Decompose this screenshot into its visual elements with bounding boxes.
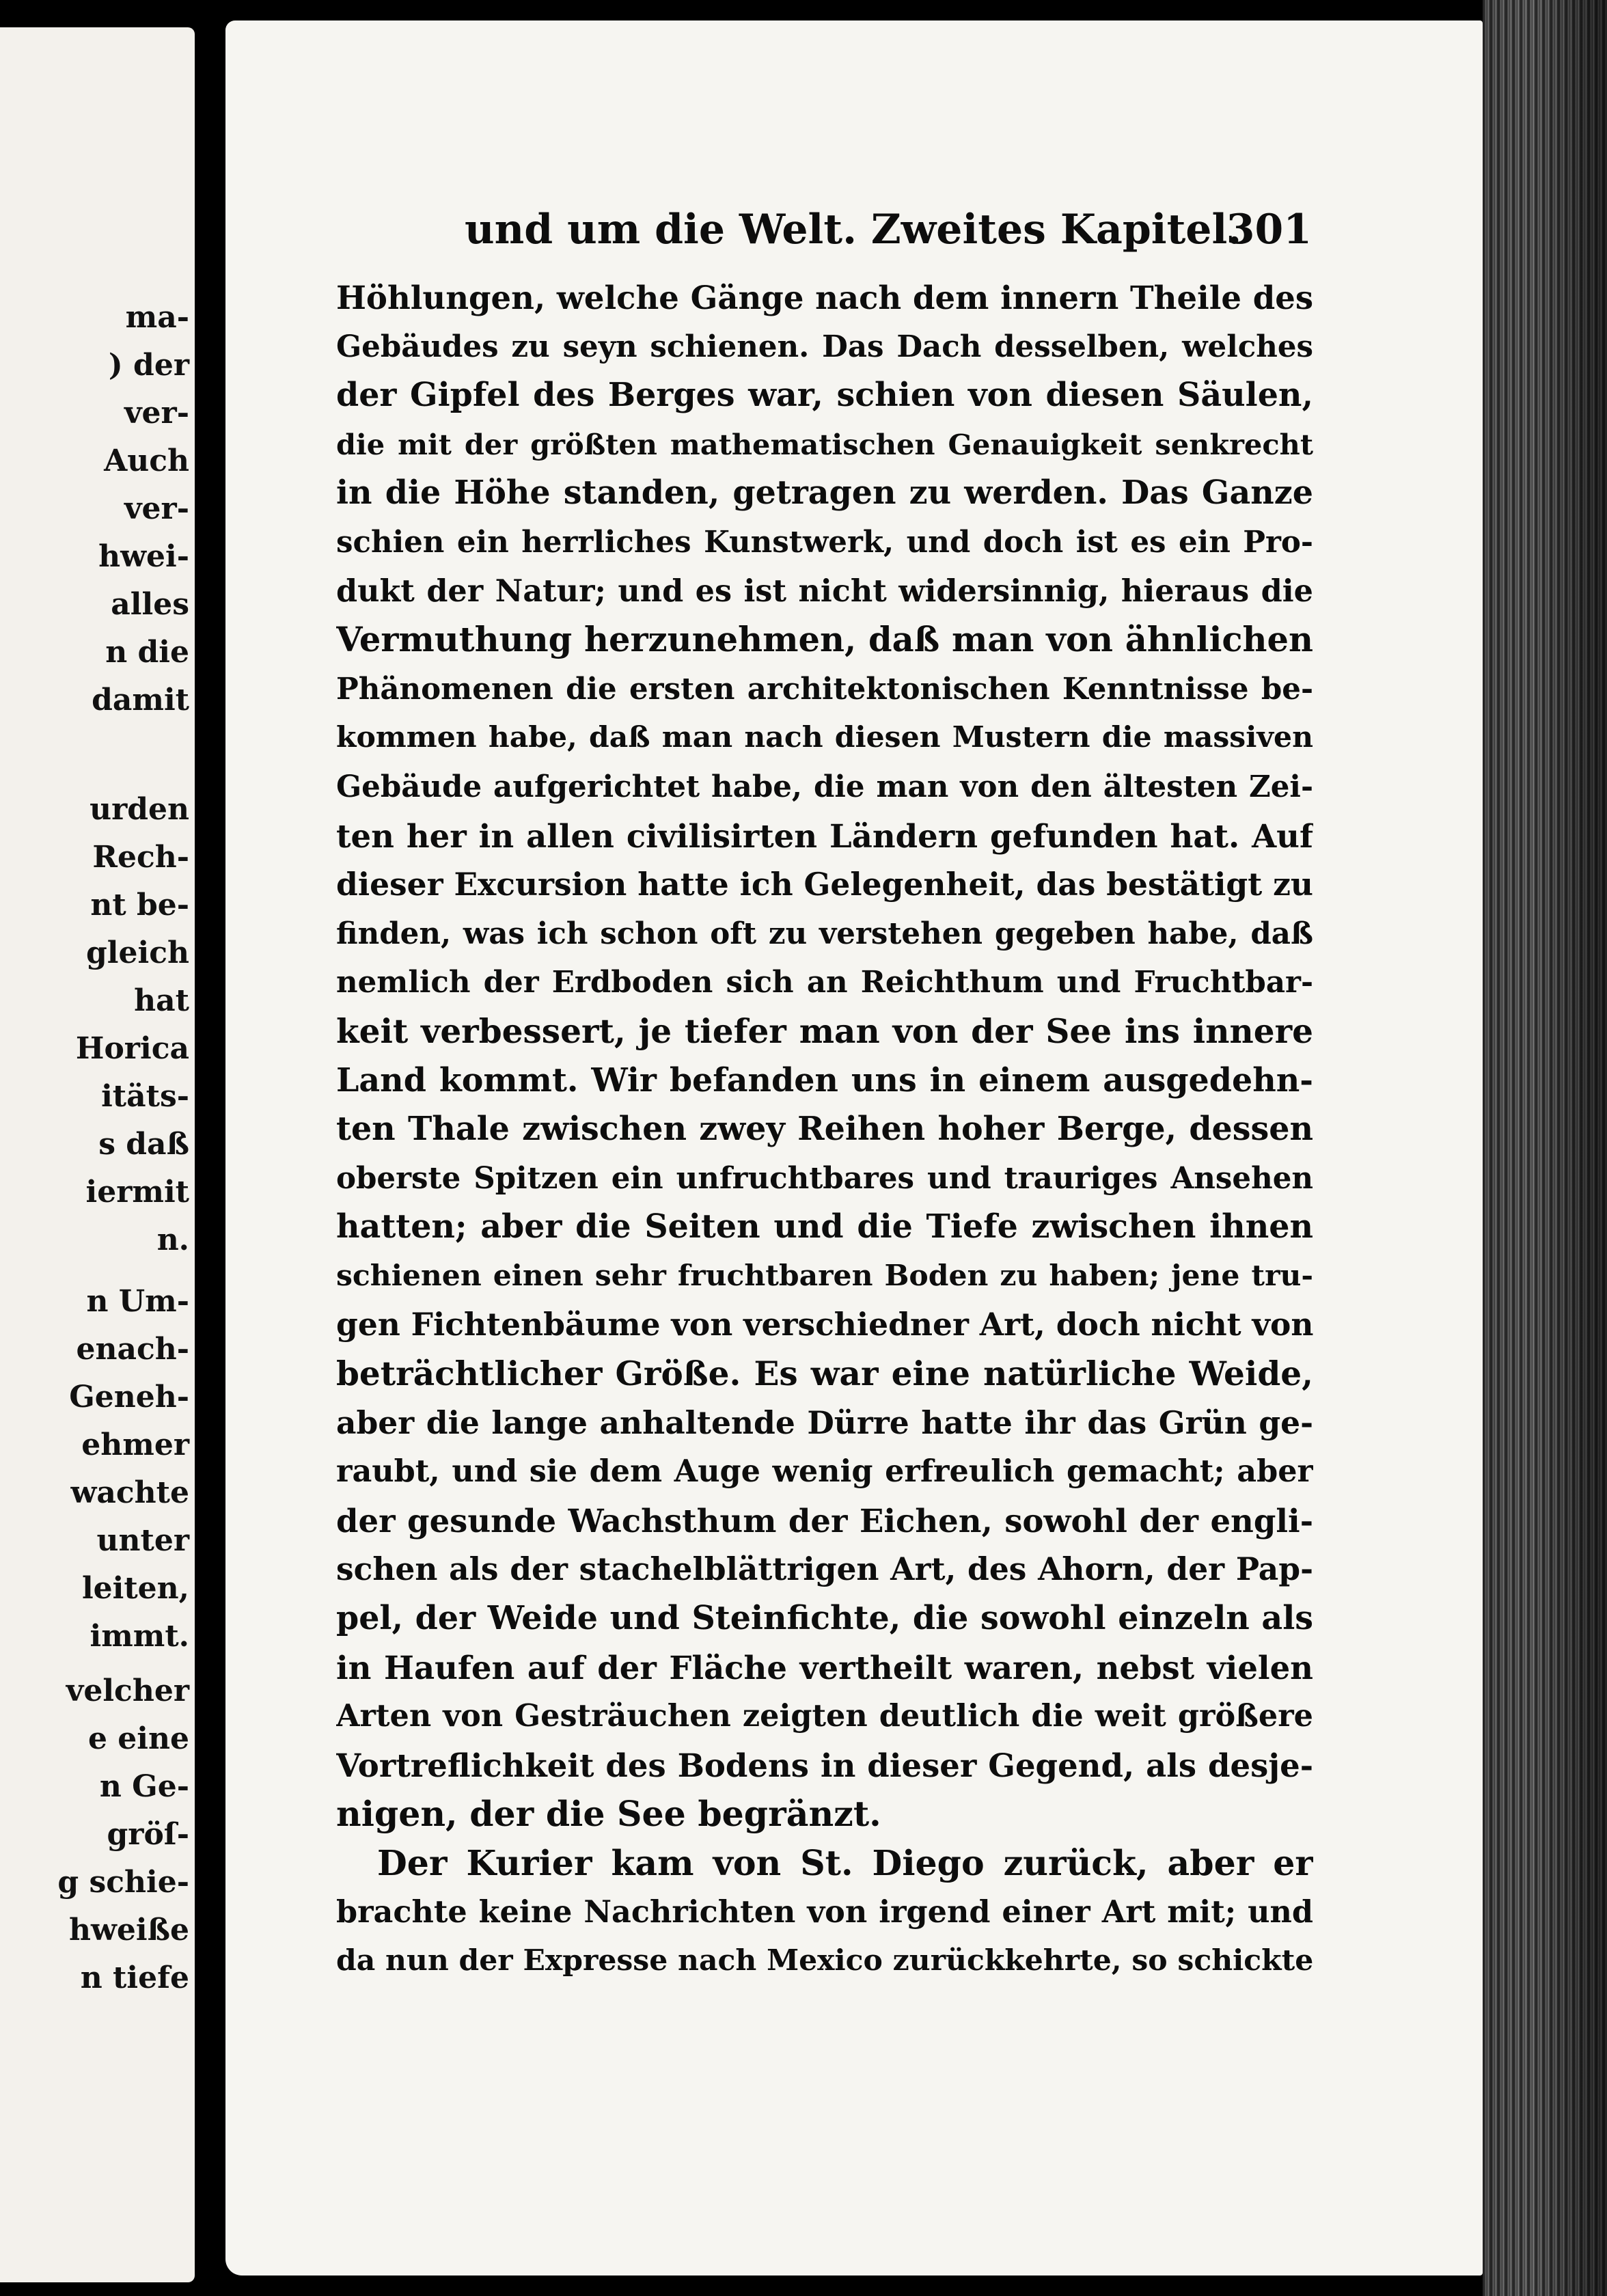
left-page-fragment: iermit bbox=[85, 1175, 189, 1210]
text-line: Höhlungen, welche Gänge nach dem innern Theile des bbox=[336, 279, 1313, 316]
left-page-fragment: enach- bbox=[76, 1332, 189, 1367]
left-page-fragment: hat bbox=[134, 983, 189, 1018]
text-line: Vortreflichkeit des Bodens in dieser Gegend, als desje- bbox=[336, 1746, 1313, 1784]
left-page-fragment: ma- bbox=[125, 300, 189, 335]
left-page-fragment: Auch bbox=[104, 443, 189, 478]
left-page-fragment: hweiße bbox=[69, 1913, 189, 1948]
running-head-title: und um die Welt. Zweites Kapitel. bbox=[465, 206, 1242, 254]
text-line: finden, was ich schon oft zu verstehen gegeben habe, daß bbox=[336, 916, 1313, 951]
text-line: dukt der Natur; und es ist nicht widersinnig, hieraus die bbox=[336, 573, 1313, 609]
text-line: oberste Spitzen ein unfruchtbares und trauriges Ansehen bbox=[336, 1160, 1313, 1196]
text-line: beträchtlicher Größe. Es war eine natürliche Weide, bbox=[336, 1354, 1313, 1394]
text-line: hatten; aber die Seiten und die Tiefe zwischen ihnen bbox=[336, 1207, 1313, 1246]
page-edge-stack bbox=[1483, 0, 1607, 2296]
left-page-fragment: gleich bbox=[86, 935, 189, 970]
text-line-paragraph-start: Der Kurier kam von St. Diego zurück, aber er bbox=[377, 1843, 1313, 1883]
left-page-fragment: Horica bbox=[75, 1031, 189, 1066]
left-page-fragment: n Ge- bbox=[99, 1769, 189, 1804]
left-page-fragment: nt be- bbox=[90, 888, 189, 922]
text-line: Gebäude aufgerichtet habe, die man von den ältesten Zei- bbox=[336, 769, 1313, 804]
left-page-fragment: urden bbox=[90, 792, 189, 827]
left-page-fragment: alles bbox=[111, 587, 189, 622]
page-edge-shadow bbox=[1483, 0, 1607, 2296]
text-line: ten her in allen civilisirten Ländern gefunden hat. Auf bbox=[336, 817, 1313, 855]
previous-page-sliver bbox=[0, 27, 195, 2282]
text-line: aber die lange anhaltende Dürre hatte ihr das Grün ge- bbox=[336, 1404, 1313, 1441]
text-line: gen Fichtenbäume von verschiedner Art, doch nicht von bbox=[336, 1306, 1313, 1343]
left-page-fragment: Geneh- bbox=[69, 1380, 189, 1414]
text-line: nigen, der die See begränzt. bbox=[336, 1794, 881, 1835]
left-page-fragment: gröſ- bbox=[107, 1817, 189, 1852]
left-page-fragment: damit bbox=[92, 683, 189, 718]
text-line: raubt, und sie dem Auge wenig erfreulich gemacht; aber bbox=[336, 1453, 1313, 1490]
text-line: ten Thale zwischen zwey Reihen hoher Berge, dessen bbox=[336, 1110, 1313, 1149]
text-line: in die Höhe standen, getragen zu werden. Das Ganze bbox=[336, 474, 1313, 512]
text-line: Vermuthung herzunehmen, daß man von ähnlichen bbox=[336, 620, 1313, 660]
text-line: Arten von Gesträuchen zeigten deutlich die weit größere bbox=[336, 1698, 1313, 1734]
left-page-fragment: n Um- bbox=[86, 1284, 189, 1319]
page-number: 301 bbox=[1226, 206, 1312, 254]
text-line: nemlich der Erdboden sich an Reichthum und Fruchtbar- bbox=[336, 965, 1313, 1000]
text-line: da nun der Expresse nach Mexico zurückkehrte, so schickte bbox=[336, 1943, 1313, 1978]
left-page-fragment: e eine bbox=[87, 1721, 189, 1756]
text-line: Phänomenen die ersten architektonischen Kenntnisse be- bbox=[336, 671, 1313, 707]
text-line: schienen einen sehr fruchtbaren Boden zu haben; jene tru- bbox=[336, 1258, 1313, 1293]
left-page-fragment: g schie- bbox=[57, 1865, 189, 1900]
text-line: keit verbessert, je tiefer man von der See ins innere bbox=[336, 1011, 1313, 1051]
left-page-fragment: ) der bbox=[108, 348, 189, 383]
running-head bbox=[465, 195, 1312, 264]
text-line: schen als der stachelblättrigen Art, des Ahorn, der Pap- bbox=[336, 1550, 1313, 1588]
left-page-fragment: hwei- bbox=[98, 539, 189, 574]
left-page-fragment: ehmer bbox=[81, 1427, 189, 1462]
left-page-fragment: ver- bbox=[124, 491, 189, 526]
left-page-fragment: velcher bbox=[66, 1673, 189, 1708]
text-line: der gesunde Wachsthum der Eichen, sowohl der engli- bbox=[336, 1501, 1313, 1540]
left-page-fragment: Rech- bbox=[92, 840, 189, 875]
left-page-fragment: leiten, bbox=[81, 1571, 189, 1606]
left-page-fragment: n die bbox=[105, 635, 189, 670]
body-text bbox=[336, 273, 1313, 1986]
text-line: Land kommt. Wir befanden uns in einem ausgedehn- bbox=[336, 1061, 1313, 1099]
text-line: pel, der Weide und Steinfichte, die sowohl einzeln als bbox=[336, 1599, 1313, 1638]
left-page-fragment: unter bbox=[96, 1523, 189, 1558]
left-page-fragment: ver- bbox=[124, 396, 189, 430]
left-page-fragment: wachte bbox=[70, 1475, 189, 1510]
left-page-fragment: n tiefe bbox=[80, 1960, 189, 1995]
left-page-fragment: s daß bbox=[98, 1127, 189, 1162]
text-line: der Gipfel des Berges war, schien von diesen Säulen, bbox=[336, 376, 1313, 415]
left-page-fragment: immt. bbox=[90, 1619, 189, 1654]
text-line: dieser Excursion hatte ich Gelegenheit, das bestätigt zu bbox=[336, 866, 1313, 903]
left-page-fragment: itäts- bbox=[101, 1079, 189, 1114]
text-line: schien ein herrliches Kunstwerk, und doch ist es ein Pro- bbox=[336, 524, 1313, 560]
left-page-fragment: n. bbox=[156, 1222, 189, 1257]
text-line: Gebäudes zu seyn schienen. Das Dach desselben, welches bbox=[336, 329, 1313, 364]
text-line: die mit der größten mathematischen Genauigkeit senkrecht bbox=[336, 427, 1313, 461]
text-line: in Haufen auf der Fläche vertheilt waren, nebst vielen bbox=[336, 1648, 1313, 1686]
text-line: kommen habe, daß man nach diesen Mustern die massiven bbox=[336, 720, 1313, 755]
text-line: brachte keine Nachrichten von irgend einer Art mit; und bbox=[336, 1894, 1313, 1930]
